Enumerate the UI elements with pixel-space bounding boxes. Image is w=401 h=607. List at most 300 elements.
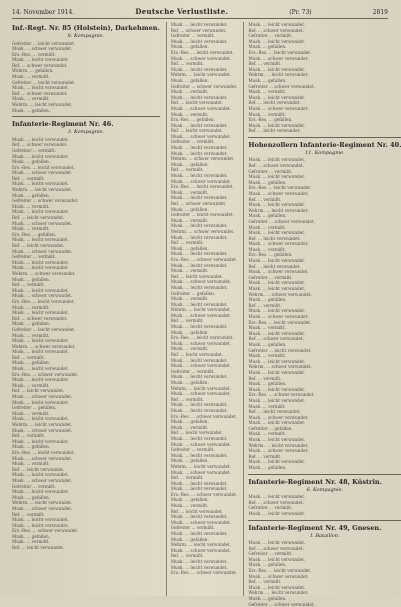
casualty-entry: Musk. ... schwer verwundet. xyxy=(170,519,232,525)
casualty-entry: Musk. ... schwer verwundet. xyxy=(248,269,309,275)
casualty-entry: Musk. ... leicht verwundet. xyxy=(170,173,228,179)
casualty-entry: Musk. ... leicht verwundet. xyxy=(170,22,228,27)
casualty-entry: Musk. ... gefallen. xyxy=(248,77,287,83)
casualty-entry: Ers.-Res. ... leicht verwundet. xyxy=(248,185,312,191)
casualty-entry: Ers.-Res. ... gefallen. xyxy=(170,117,215,123)
casualty-entry: Musk. ... schwer verwundet. xyxy=(170,391,232,397)
casualty-entry: Musk. ... gefallen. xyxy=(170,380,209,385)
casualty-entry: Musk. ... schwer verwundet. xyxy=(248,448,309,454)
casualty-entry: Musk. ... leicht verwundet. xyxy=(170,195,228,201)
casualty-entry: Musk. ... leicht verwundet. xyxy=(12,416,69,422)
casualty-entry: Ers.-Res. ... schwer verwundet. xyxy=(170,256,238,262)
casualty-entry: Musk. ... schwer verwundet. xyxy=(12,293,73,299)
casualty-entry: Musk. ... leicht verwundet. xyxy=(12,181,69,187)
casualty-entry: Ref. ... vermißt. xyxy=(248,375,282,381)
casualty-entry: Musk. ... schwer verwundet. xyxy=(170,178,232,184)
casualty-entry: Musk. ... leicht verwundet. xyxy=(248,556,306,562)
casualty-entry: Gefreiter ... vermißt. xyxy=(170,33,215,39)
casualty-entry: Gefreiter ... vermißt. xyxy=(248,551,293,557)
casualty-entry: Ref. ... vermißt. xyxy=(170,475,204,481)
casualty-entry: Musk. ... gefallen. xyxy=(248,595,287,601)
casualty-entry: Musk. ... leicht verwundet. xyxy=(248,330,306,336)
casualty-entry: Ref. ... schwer verwundet. xyxy=(248,162,304,168)
casualty-entry: Musk. ... vermißt. xyxy=(170,268,209,274)
casualty-entry: Musk. ... schwer verwundet. xyxy=(170,133,232,139)
casualty-entry: Musk. ... vermißt. xyxy=(170,89,209,95)
casualty-entry: Musk. ... gefallen. xyxy=(248,562,287,568)
casualty-entry: Musk. ... leicht verwundet. xyxy=(170,94,228,100)
casualty-entry: Musk. ... leicht verwundet. xyxy=(12,237,69,243)
casualty-entry: Ref. ... vermißt. xyxy=(12,511,45,517)
casualty-entry: Musk. ... schwer verwundet. xyxy=(170,547,232,553)
casualty-entry: Musk. ... vermißt. xyxy=(12,304,50,310)
casualty-entry: Musk. ... leicht verwundet. xyxy=(170,324,228,330)
casualty-entry: Musk. ... gefallen. xyxy=(248,297,287,303)
casualty-entry: Wehrm. ... gefallen. xyxy=(12,68,54,74)
casualty-entry: Musk. ... gefallen. xyxy=(12,533,51,539)
casualty-entry: Musk. ... schwer verwundet. xyxy=(12,505,73,511)
casualty-entry: Gefreiter ... leicht verwundet. xyxy=(12,326,76,332)
casualty-entry: Musk. ... leicht verwundet. xyxy=(248,230,306,236)
casualty-entry: Gefreiter ... schwer verwundet. xyxy=(12,198,79,204)
casualty-entry: Ref. ... schwer verwundet. xyxy=(248,499,304,505)
casualty-entry: Ref. ... leicht verwundet. xyxy=(170,273,223,279)
casualty-entry: Ref. ... vermißt. xyxy=(248,196,282,202)
casualty-entry: Musk. ... leicht verwundet. xyxy=(170,564,228,570)
casualty-entry: Musk. ... leicht verwundet. xyxy=(170,223,228,229)
casualty-entry: Musk. ... leicht verwundet. xyxy=(248,510,306,516)
casualty-entry: Musk. ... gefallen. xyxy=(170,419,209,425)
casualty-entry: Musk. ... leicht verwundet. xyxy=(248,437,306,443)
casualty-entry: Musk. ... leicht verwundet. xyxy=(12,153,69,159)
casualty-entry: Musk. ... leicht verwundet. xyxy=(248,280,306,286)
casualty-entry: Ref. ... vermißt. xyxy=(12,433,45,439)
casualty-entry: Musk. ... leicht verwundet. xyxy=(12,287,69,293)
column-2 xyxy=(166,22,238,596)
masthead xyxy=(12,8,388,19)
casualty-entry: Ers.-Res. ... gefallen. xyxy=(248,252,293,258)
casualty-entry: Ref. ... schwer verwundet. xyxy=(248,27,304,33)
issue-date: 14. November 1914. xyxy=(12,9,75,16)
casualty-entry: Musk. ... leicht verwundet. xyxy=(248,66,306,72)
casualty-entry: Gefreiter ... gefallen. xyxy=(170,290,216,296)
casualty-entry: Musk. ... gefallen. xyxy=(12,276,51,282)
casualty-entry: Musk. ... gefallen. xyxy=(12,360,51,366)
casualty-entry: Musk. ... gefallen. xyxy=(170,497,209,503)
casualty-entry: Musk. ... schwer verwundet. xyxy=(248,55,309,61)
casualty-entry: Gefreiter ... gefallen. xyxy=(248,425,293,431)
casualty-entry: Gefreiter ... vermißt. xyxy=(248,33,293,39)
casualty-entry: Musk. ... schwer verwundet. xyxy=(248,414,309,420)
casualty-entry: Musk. ... leicht verwundet. xyxy=(170,150,228,156)
casualty-entry: Musk. ... leicht verwundet. xyxy=(12,399,69,405)
casualty-entry: Musk. ... gefallen. xyxy=(170,536,209,542)
casualty-entry: Musk. ... leicht verwundet. xyxy=(12,57,69,63)
casualty-entry: Ref. ... schwer verwundet. xyxy=(248,545,304,551)
casualty-entry: Musk. ... gefallen. xyxy=(12,494,51,500)
casualty-entry: Musk. ... leicht verwundet. xyxy=(12,265,69,271)
casualty-entry: Wehrm. ... leicht verwundet. xyxy=(170,542,232,548)
casualty-entry: Ers.-Res. ... schwer verwundet. xyxy=(248,392,315,398)
casualty-entry: Gefreiter ... leicht verwundet. xyxy=(12,40,76,46)
casualty-entry: Ref. ... leicht verwundet. xyxy=(248,128,301,134)
casualty-entry: Gefreiter ... gefallen. xyxy=(12,405,57,411)
casualty-entry: Musk. ... leicht verwundet. xyxy=(248,459,306,465)
casualty-entry: Musk. ... gefallen. xyxy=(248,465,287,471)
casualty-entry: Ers.-Res. ... leicht verwundet. xyxy=(12,298,75,304)
casualty-entry: Musk. ... leicht verwundet. xyxy=(170,251,228,257)
casualty-entry: Musk. ... vermißt. xyxy=(12,332,50,338)
column-3 xyxy=(243,22,401,607)
casualty-entry: Musk. ... leicht verwundet. xyxy=(170,374,228,380)
casualty-entry: Gefreiter ... vermißt. xyxy=(170,525,215,531)
casualty-entry: Musk. ... leicht verwundet. xyxy=(170,262,228,268)
casualty-entry: Ers.-Res. ... leicht verwundet. xyxy=(170,335,234,341)
casualty-entry: Ref. ... vermißt. xyxy=(170,61,204,67)
casualty-entry: Wehrm. ... leicht verwundet. xyxy=(248,207,309,213)
casualty-entry: Musk. ... leicht verwundet. xyxy=(248,540,306,545)
casualty-entry: Musk. ... vermißt. xyxy=(12,382,50,388)
casualty-entry: Musk. ... vermißt. xyxy=(12,539,50,545)
casualty-entry: Musk. ... schwer verwundet. xyxy=(12,220,73,226)
casualty-entry: Gefreiter ... vermißt. xyxy=(170,139,215,145)
casualty-entry: Gefreiter ... vermißt. xyxy=(248,274,293,280)
casualty-entry: Musk. ... vermißt. xyxy=(12,226,50,232)
regiment-heading: Infanterie-Regiment Nr. 49, Gnesen. xyxy=(248,523,382,532)
casualty-entry: Gefreiter ... schwer verwundet. xyxy=(170,83,238,89)
casualty-entry: Wehrm. ... leicht verwundet. xyxy=(12,187,73,193)
casualty-entry: Ref. ... leicht verwundet. xyxy=(170,508,223,514)
casualty-entry: Musk. ... vermißt. xyxy=(170,296,209,302)
casualty-entry: Musk. ... leicht verwundet. xyxy=(170,301,228,307)
casualty-entry: Musk. ... schwer verwundet. xyxy=(12,455,73,461)
casualty-entry: Musk. ... vermißt. xyxy=(248,431,286,437)
casualty-entry: Ref. ... leicht verwundet. xyxy=(248,235,301,241)
casualty-entry: Ref. ... schwer verwundet. xyxy=(12,315,68,321)
casualty-entry: Musk. ... vermißt. xyxy=(170,111,209,117)
casualty-entry: Musk. ... gefallen. xyxy=(12,192,51,198)
casualty-entry: Ref. ... leicht verwundet. xyxy=(170,352,223,358)
regiment-heading: Inf.-Regt. Nr. 85 (Holstein), Darkehmen. xyxy=(12,24,160,32)
casualty-entry: Musk. ... leicht verwundet. xyxy=(248,174,306,180)
unit-subheading: I. Bataillon. xyxy=(310,532,340,539)
casualty-entry: Ref. ... vermißt. xyxy=(248,61,282,67)
casualty-entry: Musk. ... vermißt. xyxy=(248,224,286,230)
casualty-entry: Musk. ... gefallen. xyxy=(12,107,51,113)
casualty-entry: Wehrm. ... leicht verwundet. xyxy=(248,72,309,78)
casualty-entry: Musk. ... leicht verwundet. xyxy=(170,531,228,537)
casualty-entry: Ers.-Res. ... schwer verwundet. xyxy=(170,413,238,419)
casualty-entry: Ref. ... vermißt. xyxy=(170,167,204,173)
casualty-entry: Wehrm. ... leicht verwundet. xyxy=(12,500,73,506)
casualty-entry: Wehrm. ... leicht verwundet. xyxy=(170,307,232,313)
casualty-entry: Musk. ... leicht verwundet. xyxy=(248,386,306,392)
casualty-entry: Musk. ... schwer verwundet. xyxy=(170,340,232,346)
casualty-entry: Musk. ... gefallen. xyxy=(12,444,51,450)
casualty-entry: Musk. ... schwer verwundet. xyxy=(170,105,232,111)
casualty-entry: Gefreiter ... vermißt. xyxy=(12,147,56,153)
casualty-entry: Musk. ... gefallen. xyxy=(248,381,287,387)
casualty-entry: Ref. ... schwer verwundet. xyxy=(248,336,304,342)
section-divider xyxy=(248,137,401,138)
casualty-entry: Musk. ... leicht verwundet. xyxy=(248,286,306,292)
casualty-entry: Ers.-Res. ... schwer verwundet. xyxy=(12,371,79,377)
casualty-entry: Musk. ... schwer verwundet. xyxy=(170,469,232,475)
casualty-entry: Musk. ... vermißt. xyxy=(248,325,286,331)
casualty-entry: Musk. ... schwer verwundet. xyxy=(12,248,73,254)
casualty-entry: Gefreiter ... schwer verwundet. xyxy=(248,218,315,224)
casualty-entry: Gefreiter ... leicht verwundet. xyxy=(12,79,76,85)
casualty-entry: Ref. ... leicht verwundet. xyxy=(170,128,223,134)
casualty-entry: Ref. ... schwer verwundet. xyxy=(12,90,68,96)
casualty-entry: Musk. ... leicht verwundet. xyxy=(248,420,306,426)
unit-subheading: 6. Kompagnie. xyxy=(306,486,344,493)
casualty-entry: Musk. ... leicht verwundet. xyxy=(248,202,306,208)
regiment-heading: Infanterie-Regiment Nr. 46. xyxy=(12,120,114,129)
casualty-entry: Gefreiter ... vermißt. xyxy=(170,447,215,453)
casualty-entry: Ers.-Res. ... leicht verwundet. xyxy=(170,49,234,55)
casualty-entry: Musk. ... schwer verwundet. xyxy=(248,105,309,111)
casualty-entry: Ers.-Res. ... leicht verwundet. xyxy=(12,449,75,455)
casualty-entry: Musk. ... gefallen. xyxy=(248,44,287,50)
casualty-entry: Musk. ... schwer verwundet. xyxy=(248,241,309,247)
casualty-entry: Musk. ... leicht verwundet. xyxy=(170,486,228,492)
casualty-entry: Musk. ... leicht verwundet. xyxy=(248,397,306,403)
casualty-entry: Musk. ... leicht verwundet. xyxy=(12,472,69,478)
casualty-entry: Wehrm. ... leicht verwundet. xyxy=(248,590,309,596)
casualty-entry: Ref. ... vermißt. xyxy=(12,282,45,288)
casualty-entry: Ref. ... leicht verwundet. xyxy=(12,545,65,551)
casualty-entry: Musk. ... leicht verwundet. xyxy=(248,369,306,375)
casualty-entry: Musk. ... leicht verwundet. xyxy=(12,338,69,344)
casualty-entry: Ers.-Res. ... leicht verwundet. xyxy=(248,49,312,55)
casualty-entry: Gefreiter ... vermißt. xyxy=(248,505,293,511)
casualty-entry: Gefreiter ... vermißt. xyxy=(12,254,56,260)
casualty-entry: Ref. ... leicht verwundet. xyxy=(248,409,301,415)
casualty-entry: Musk. ... gefallen. xyxy=(248,213,287,219)
casualty-entry: Ref. ... vermißt. xyxy=(248,453,282,459)
casualty-entry: Musk. ... leicht verwundet. xyxy=(12,377,69,383)
page-number: 2819 xyxy=(372,9,388,16)
casualty-entry: Wehrm. ... schwer verwundet. xyxy=(170,228,235,234)
casualty-entry: Musk. ... vermißt. xyxy=(248,246,286,252)
casualty-entry: Ers.-Res. ... vermißt. xyxy=(12,51,56,57)
casualty-entry: Musk. ... gefallen. xyxy=(248,341,287,347)
casualty-entry: Musk. ... schwer verwundet. xyxy=(170,279,232,285)
casualty-entry: Wehrm. ... schwer verwundet. xyxy=(170,156,235,162)
casualty-entry: Musk. ... vermißt. xyxy=(248,353,286,359)
casualty-entry: Musk. ... vermißt. xyxy=(12,203,50,209)
casualty-entry: Musk. ... leicht verwundet. xyxy=(248,584,306,590)
casualty-entry: Musk. ... vermißt. xyxy=(248,111,286,117)
casualty-entry: Ers.-Res. ... gefallen. xyxy=(248,117,293,123)
casualty-entry: Musk. ... leicht verwundet. xyxy=(12,366,69,372)
casualty-entry: Ref. ... vermißt. xyxy=(248,579,282,585)
casualty-entry: Musk. ... leicht verwundet. xyxy=(170,402,228,408)
text-columns xyxy=(12,22,401,607)
casualty-entry: Musk. ... leicht verwundet. xyxy=(170,234,228,240)
casualty-entry: Ref. ... leicht verwundet. xyxy=(12,388,65,394)
casualty-entry: Ref. ... leicht verwundet. xyxy=(248,263,301,269)
casualty-entry: Musk. ... vermißt. xyxy=(170,189,209,195)
casualty-entry: Ers.-Res. ... schwer verwundet. xyxy=(12,528,79,534)
casualty-entry: Musk. ... leicht verwundet. xyxy=(170,145,228,151)
casualty-entry: Ref. ... vermißt. xyxy=(170,240,204,246)
casualty-entry: Musk. ... vermißt. xyxy=(170,503,209,509)
casualty-entry: Musk. ... gefallen. xyxy=(170,329,209,335)
casualty-entry: Ref. ... vermißt. xyxy=(170,553,204,559)
casualty-entry: Musk. ... vermißt. xyxy=(12,96,50,102)
casualty-entry: Gefreiter ... leicht verwundet. xyxy=(170,212,234,218)
casualty-entry: Ref. ... schwer verwundet. xyxy=(170,27,227,33)
casualty-entry: Ref. ... schwer verwundet. xyxy=(12,62,68,68)
casualty-entry: Musk. ... leicht verwundet. xyxy=(170,435,228,441)
casualty-entry: Musk. ... schwer verwundet. xyxy=(248,573,309,579)
casualty-entry: Musk. ... leicht verwundet. xyxy=(12,209,69,215)
casualty-entry: Musk. ... gefallen. xyxy=(12,159,51,165)
casualty-entry: Ers.-Res. ... leicht verwundet. xyxy=(248,319,312,325)
casualty-entry: Musk. ... leicht verwundet. xyxy=(248,38,306,44)
casualty-entry: Ers.-Res. ... schwer verwundet. xyxy=(170,491,238,497)
casualty-entry: Musk. ... schwer verwundet. xyxy=(12,427,73,433)
casualty-entry: Ers.-Res. ... leicht verwundet. xyxy=(170,184,234,190)
casualty-entry: Musk. ... leicht verwundet. xyxy=(12,489,69,495)
publication-title: Deutsche Verlustliste. xyxy=(135,7,229,16)
casualty-entry: Ers.-Res. ... schwer verwundet. xyxy=(170,570,238,576)
casualty-entry: Musk. ... leicht verwundet. xyxy=(248,22,306,27)
casualty-entry: Wehrm. ... schwer verwundet. xyxy=(248,291,313,297)
casualty-entry: Ref. ... leicht verwundet. xyxy=(12,215,65,221)
casualty-entry: Wehrm. ... leicht verwundet. xyxy=(170,463,232,469)
casualty-entry: Wehrm. ... leicht verwundet. xyxy=(170,72,232,78)
casualty-entry: Musk. ... leicht verwundet. xyxy=(12,259,69,265)
casualty-entry: Musk. ... schwer verwundet. xyxy=(12,394,73,400)
casualty-entry: Musk. ... leicht verwundet. xyxy=(12,438,69,444)
casualty-entry: Musk. ... schwer verwundet. xyxy=(12,477,73,483)
casualty-entry: Musk. ... leicht verwundet. xyxy=(248,258,306,264)
casualty-entry: Ref. ... vermißt. xyxy=(170,318,204,324)
casualty-entry: Ref. ... leicht verwundet. xyxy=(12,466,65,472)
casualty-entry: Musk. ... vermißt. xyxy=(170,217,209,223)
casualty-entry: Musk. ... leicht verwundet. xyxy=(170,407,228,413)
casualty-entry: Musk. ... vermißt. xyxy=(170,424,209,430)
unit-subheading: 8. Kompagnie. xyxy=(67,33,105,39)
casualty-entry: Musk. ... leicht verwundet. xyxy=(170,514,228,520)
casualty-entry: Musk. ... schwer verwundet. xyxy=(248,190,309,196)
casualty-entry: Musk. ... leicht verwundet. xyxy=(12,136,69,142)
casualty-entry: Musk. ... leicht verwundet. xyxy=(170,559,228,564)
casualty-entry: Gefreiter ... vermißt. xyxy=(170,368,215,374)
casualty-entry: Ref. ... schwer verwundet. xyxy=(170,201,227,206)
casualty-entry: Musk. ... schwer verwundet. xyxy=(12,46,73,52)
casualty-entry: Musk. ... vermißt. xyxy=(12,410,50,416)
casualty-entry: Musk. ... leicht verwundet. xyxy=(12,85,69,91)
casualty-entry: Musk. ... leicht verwundet. xyxy=(12,517,69,523)
casualty-entry: Musk. ... vermißt. xyxy=(12,461,50,467)
casualty-entry: Musk. ... gefallen. xyxy=(170,245,209,251)
casualty-entry: Musk. ... leicht verwundet. xyxy=(12,349,69,355)
casualty-entry: Gefreiter ... vermißt. xyxy=(248,168,293,174)
casualty-entry: Musk. ... gefallen. xyxy=(170,161,209,167)
casualty-entry: Ref. ... vermißt. xyxy=(170,396,204,402)
casualty-entry: Musk. ... gefallen. xyxy=(248,179,287,185)
casualty-entry: Wehrm. ... schwer verwundet. xyxy=(12,270,76,276)
regiment-heading: Infanterie-Regiment Nr. 48, Küstrin. xyxy=(248,477,382,486)
casualty-entry: Musk. ... leicht verwundet. xyxy=(170,357,228,363)
casualty-entry: Wehrm. ... leicht verwundet. xyxy=(12,422,73,427)
casualty-entry: Ref. ... leicht verwundet. xyxy=(248,100,301,106)
casualty-entry: Ref. ... leicht verwundet. xyxy=(12,243,65,248)
casualty-entry: Musk. ... gefallen. xyxy=(170,44,209,50)
casualty-entry: Musk. ... gefallen. xyxy=(170,206,209,212)
casualty-entry: Musk. ... leicht verwundet. xyxy=(12,522,69,528)
casualty-entry: Musk. ... vermißt. xyxy=(248,403,286,409)
casualty-entry: Ref. ... vermißt. xyxy=(12,175,45,181)
casualty-entry: Gefreiter ... leicht verwundet. xyxy=(248,347,312,353)
casualty-entry: Musk. ... schwer verwundet. xyxy=(170,312,232,318)
casualty-entry: Musk. ... schwer verwundet. xyxy=(170,363,232,369)
casualty-entry: Ref. ... schwer verwundet. xyxy=(12,142,68,148)
casualty-entry: Musk. ... leicht verwundet. xyxy=(248,157,306,163)
casualty-entry: Musk. ... leicht verwundet. xyxy=(170,452,228,458)
casualty-entry: Ers.-Res. ... leicht verwundet. xyxy=(12,164,75,170)
casualty-entry: Gefreiter ... schwer verwundet. xyxy=(248,83,315,89)
casualty-entry: Musk. ... leicht verwundet. xyxy=(248,358,306,364)
casualty-entry: Musk. ... leicht verwundet. xyxy=(170,284,228,290)
casualty-entry: Musk. ... leicht verwundet. xyxy=(248,308,306,314)
casualty-entry: Musk. ... gefallen. xyxy=(12,321,51,327)
casualty-entry: Musk. ... vermißt. xyxy=(248,89,286,95)
casualty-entry: Musk. ... leicht verwundet. xyxy=(12,310,69,316)
casualty-entry: Musk. ... gefallen. xyxy=(170,458,209,464)
casualty-entry: Musk. ... leicht verwundet. xyxy=(170,38,228,44)
casualty-entry: Musk. ... leicht verwundet. xyxy=(248,494,306,500)
unit-subheading: 11. Kompagnie. xyxy=(305,149,345,156)
casualty-entry: Musk. ... leicht verwundet. xyxy=(170,480,228,486)
section-divider xyxy=(248,474,401,475)
casualty-entry: Ers.-Res. ... gefallen. xyxy=(12,231,57,237)
casualty-entry: Wehrm. ... schwer verwundet. xyxy=(248,364,313,370)
column-1 xyxy=(12,22,160,596)
casualty-entry: Musk. ... leicht verwundet. xyxy=(170,122,228,128)
unit-subheading: 3. Kompagnie. xyxy=(67,129,105,136)
casualty-entry: Musk. ... schwer verwundet. xyxy=(12,170,73,176)
regiment-heading: Hohenzollern Infanterie-Regiment Nr. 40. xyxy=(248,140,401,149)
casualty-entry: Wehrm. ... schwer verwundet. xyxy=(12,343,76,349)
section-divider xyxy=(12,116,160,117)
casualty-entry: Musk. ... leicht verwundet. xyxy=(248,94,306,100)
casualty-entry: Ers.-Res. ... leicht verwundet. xyxy=(248,567,312,573)
issue-number: (Pr. 73) xyxy=(289,9,312,16)
casualty-entry: Ref. ... leicht verwundet. xyxy=(170,100,223,106)
casualty-entry: Ref. ... vermißt. xyxy=(248,302,282,308)
casualty-entry: Musk. ... vermißt. xyxy=(12,74,50,80)
casualty-entry: Ref. ... leicht verwundet. xyxy=(170,430,223,436)
casualty-entry: Musk. ... schwer verwundet. xyxy=(248,314,309,319)
section-divider xyxy=(248,520,401,521)
casualty-entry: Gefreiter ... vermißt. xyxy=(12,483,56,489)
casualty-entry: Gefreiter ... schwer verwundet. xyxy=(248,601,315,607)
casualty-entry: Musk. ... vermißt. xyxy=(170,346,209,352)
casualty-entry: Ref. ... vermißt. xyxy=(12,354,45,360)
casualty-entry: Wehrm. ... leicht verwundet. xyxy=(248,442,309,448)
casualty-entry: Musk. ... gefallen. xyxy=(170,77,209,83)
casualty-entry: Musk. ... leicht verwundet. xyxy=(248,122,306,128)
casualty-entry: Musk. ... schwer verwundet. xyxy=(170,441,232,447)
casualty-entry: Wehrm. ... leicht verwundet. xyxy=(170,385,232,391)
casualty-entry: Musk. ... leicht verwundet. xyxy=(170,66,228,72)
casualty-entry: Wehrm. ... leicht verwundet. xyxy=(12,102,73,108)
